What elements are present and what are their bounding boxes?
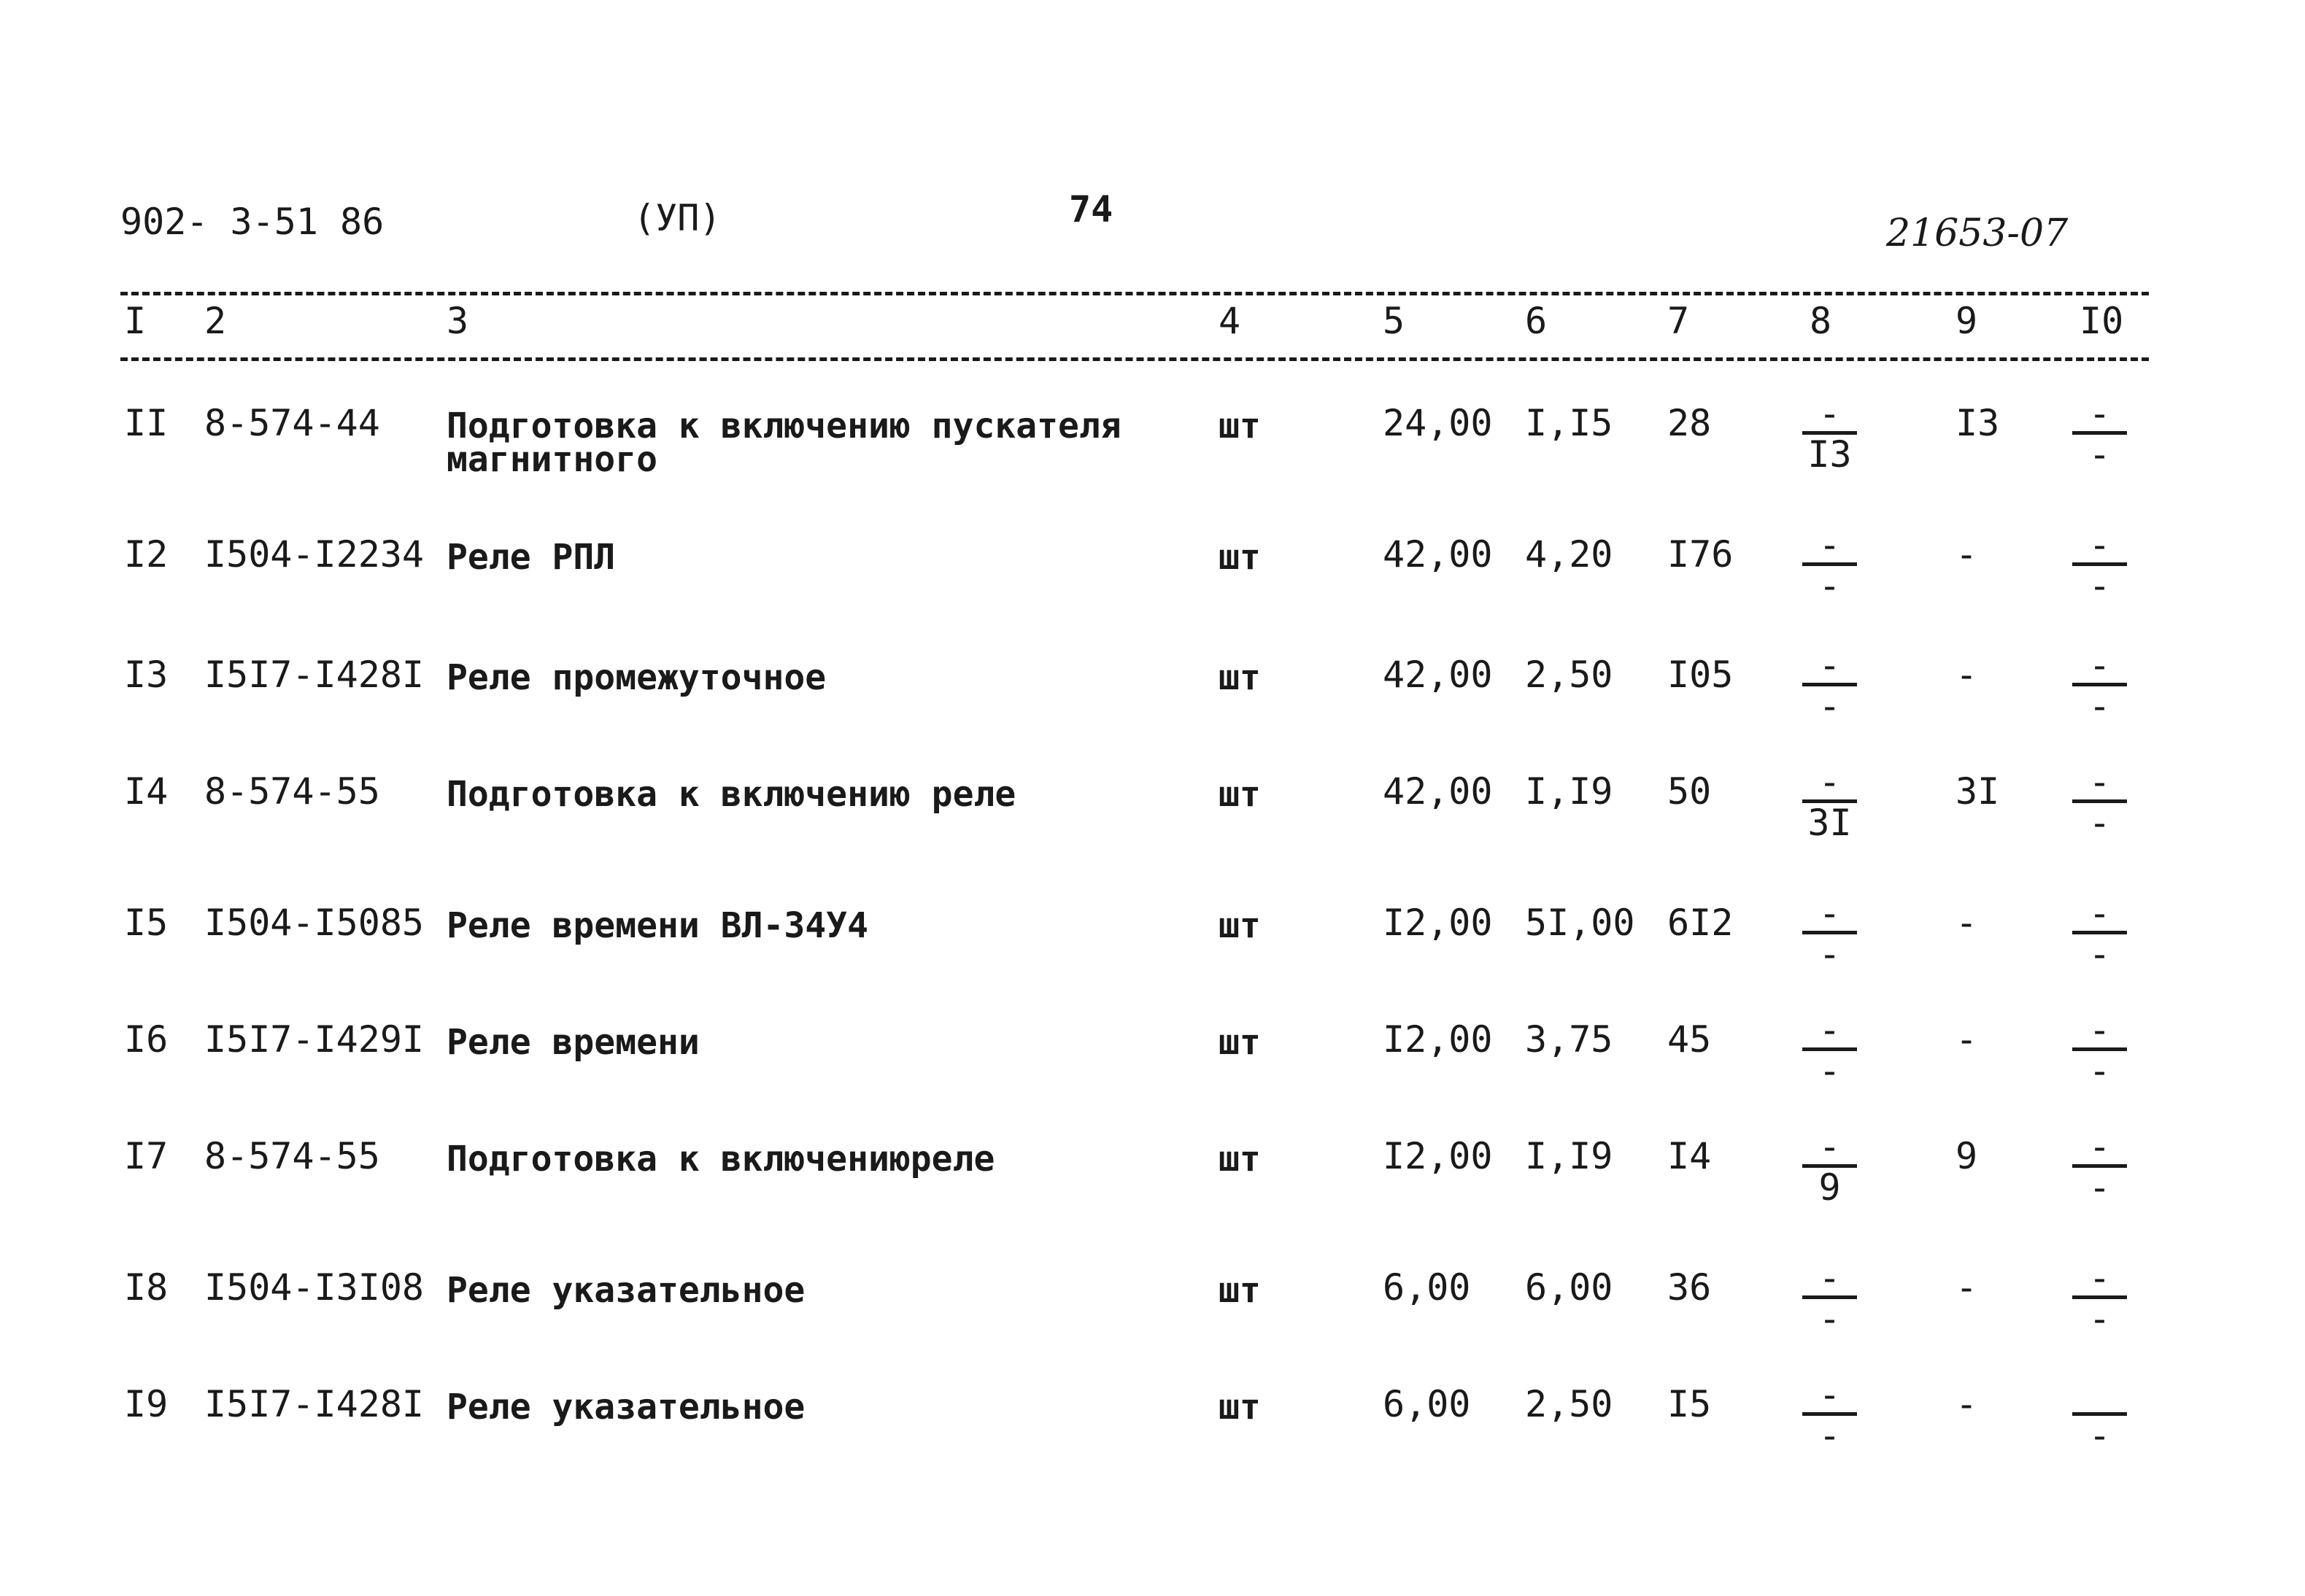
column-8-value	[1802, 1374, 1857, 1457]
column-10-value-bottom: -	[2088, 685, 2111, 727]
total: I5	[1667, 1383, 1712, 1425]
column-8-value	[1802, 524, 1857, 607]
unit-price: 2,50	[1525, 1383, 1613, 1425]
column-8-value-top: -	[1818, 1374, 1841, 1416]
column-10-value-bottom: -	[2088, 933, 2111, 975]
column-9-value: -	[1955, 902, 1978, 944]
column-10-value-bottom: -	[2088, 1298, 2111, 1340]
item-code: I5I7-I429I	[204, 1018, 425, 1061]
column-10-value-bottom: -	[2088, 1166, 2111, 1209]
column-10-value-bottom: -	[2088, 1050, 2111, 1092]
column-8-value-top: -	[1818, 1126, 1841, 1168]
unit-price: 5I,00	[1525, 902, 1635, 944]
quantity: 6,00	[1383, 1266, 1471, 1309]
row-number: I3	[124, 654, 169, 696]
column-8-value-bottom: -	[1818, 933, 1841, 975]
item-description: Подготовка к включению пускателя	[447, 406, 1121, 446]
column-8-value-bottom: 3I	[1807, 802, 1852, 844]
row-number: II	[124, 402, 169, 444]
item-code: 8-574-55	[204, 1135, 380, 1177]
column-10-value	[2072, 392, 2127, 476]
column-9-value: -	[1955, 1018, 1978, 1061]
column-header-4: 4	[1219, 300, 1241, 342]
unit-price: 2,50	[1525, 654, 1613, 696]
unit-price: 4,20	[1525, 533, 1613, 576]
column-8-value-bottom: 9	[1818, 1166, 1841, 1209]
column-10-value-bottom: -	[2088, 565, 2111, 607]
column-8-value	[1802, 761, 1857, 844]
row-number: I7	[124, 1135, 169, 1177]
item-description: магнитного	[447, 439, 657, 480]
unit-price: I,I9	[1525, 770, 1613, 813]
unit: шт	[1219, 537, 1261, 578]
quantity: I2,00	[1383, 1135, 1493, 1177]
handwritten-stamp: 21653-07	[1886, 212, 2069, 255]
item-description: Подготовка к включениюреле	[447, 1139, 995, 1179]
unit-price: 6,00	[1525, 1266, 1613, 1309]
unit-price: I,I5	[1525, 402, 1613, 444]
item-description: Реле времени ВЛ-34У4	[447, 905, 868, 946]
total: 28	[1667, 402, 1712, 444]
column-8-value-bottom: I3	[1807, 433, 1852, 476]
column-9-value: -	[1955, 1266, 1978, 1309]
item-description: Реле промежуточное	[447, 657, 827, 698]
row-number: I6	[124, 1018, 169, 1061]
item-code: 8-574-44	[204, 402, 380, 444]
column-8-value-top: -	[1818, 1257, 1841, 1299]
column-10-value	[2072, 644, 2127, 727]
section-label: (УП)	[633, 197, 722, 239]
column-10-value	[2072, 1126, 2127, 1209]
column-10-value-bottom: -	[2088, 433, 2111, 476]
column-10-value-top	[2072, 1379, 2127, 1411]
column-header-9: 9	[1955, 300, 1978, 342]
column-header-6: 6	[1525, 300, 1548, 342]
quantity: 42,00	[1383, 654, 1493, 696]
column-8-value-bottom: -	[1818, 685, 1841, 727]
column-8-value-top: -	[1818, 1009, 1841, 1051]
item-description: Реле указательное	[447, 1387, 806, 1428]
column-8-value-top: -	[1818, 524, 1841, 566]
unit: шт	[1219, 1387, 1261, 1428]
column-10-value-top: -	[2088, 1126, 2111, 1168]
total: I76	[1667, 533, 1734, 576]
column-8-value	[1802, 892, 1857, 975]
column-10-value	[2072, 1379, 2127, 1457]
column-10-value-top: -	[2088, 392, 2111, 435]
total: 36	[1667, 1266, 1712, 1309]
item-description: Реле указательное	[447, 1270, 806, 1311]
row-number: I8	[124, 1266, 169, 1309]
item-code: 8-574-55	[204, 770, 380, 813]
column-10-value-top: -	[2088, 644, 2111, 686]
total: 45	[1667, 1018, 1712, 1061]
row-number: I9	[124, 1383, 169, 1425]
column-10-value	[2072, 761, 2127, 844]
row-number: I2	[124, 533, 169, 576]
item-code: I504-I3I08	[204, 1266, 425, 1309]
item-code: I5I7-I428I	[204, 654, 425, 696]
unit: шт	[1219, 774, 1261, 815]
unit: шт	[1219, 905, 1261, 946]
unit-price: I,I9	[1525, 1135, 1613, 1177]
quantity: 42,00	[1383, 770, 1493, 813]
column-8-value	[1802, 1257, 1857, 1340]
column-header-7: 7	[1667, 300, 1690, 342]
row-number: I4	[124, 770, 169, 813]
row-number: I5	[124, 902, 169, 944]
column-8-value-top: -	[1818, 644, 1841, 686]
column-9-value: -	[1955, 1383, 1978, 1425]
column-8-value-top: -	[1818, 892, 1841, 934]
column-10-value	[2072, 892, 2127, 975]
column-10-value-bottom: -	[2088, 802, 2111, 844]
page-number: 74	[1069, 188, 1113, 231]
item-code: I504-I5085	[204, 902, 425, 944]
column-10-value	[2072, 1009, 2127, 1092]
column-10-value-top: -	[2088, 524, 2111, 566]
column-10-value-top: -	[2088, 1257, 2111, 1299]
unit: шт	[1219, 1139, 1261, 1179]
column-8-value	[1802, 644, 1857, 727]
column-10-value	[2072, 1257, 2127, 1340]
unit: шт	[1219, 657, 1261, 698]
column-header-5: 5	[1383, 300, 1405, 342]
unit: шт	[1219, 1022, 1261, 1063]
column-9-value: -	[1955, 654, 1978, 696]
column-header-2: 2	[204, 300, 227, 342]
column-9-value: 3I	[1955, 770, 2000, 813]
item-description: Реле времени	[447, 1022, 700, 1063]
column-9-value: -	[1955, 533, 1978, 576]
column-8-value	[1802, 392, 1857, 476]
column-8-value-bottom: -	[1818, 1298, 1841, 1340]
column-8-value-bottom: -	[1818, 1050, 1841, 1092]
column-10-value-bottom: -	[2088, 1414, 2111, 1457]
item-description: Подготовка к включению реле	[447, 774, 1016, 815]
unit: шт	[1219, 1270, 1261, 1311]
unit: шт	[1219, 406, 1261, 446]
column-8-value-bottom: -	[1818, 1414, 1841, 1457]
quantity: I2,00	[1383, 902, 1493, 944]
column-header-3: 3	[447, 300, 469, 342]
total: I4	[1667, 1135, 1712, 1177]
item-code: I5I7-I428I	[204, 1383, 425, 1425]
column-10-value-top: -	[2088, 761, 2111, 803]
column-header-8: 8	[1810, 300, 1832, 342]
column-8-value-bottom: -	[1818, 565, 1841, 607]
quantity: 6,00	[1383, 1383, 1471, 1425]
header-rule-bottom	[120, 357, 2149, 361]
column-8-value	[1802, 1126, 1857, 1209]
item-description: Реле РПЛ	[447, 537, 616, 578]
column-10-value-top: -	[2088, 1009, 2111, 1051]
column-8-value-top: -	[1818, 761, 1841, 803]
item-code: I504-I2234	[204, 533, 425, 576]
column-10-value-top: -	[2088, 892, 2111, 934]
total: 50	[1667, 770, 1712, 813]
unit-price: 3,75	[1525, 1018, 1613, 1061]
quantity: 42,00	[1383, 533, 1493, 576]
column-9-value: 9	[1955, 1135, 1978, 1177]
quantity: I2,00	[1383, 1018, 1493, 1061]
document-code: 902- 3-51 86	[120, 201, 385, 243]
column-header-1: I	[124, 300, 147, 342]
total: I05	[1667, 654, 1734, 696]
column-8-value-top: -	[1818, 392, 1841, 435]
column-10-value	[2072, 524, 2127, 607]
header-rule-top	[120, 292, 2149, 295]
column-9-value: I3	[1955, 402, 2000, 444]
total: 6I2	[1667, 902, 1734, 944]
quantity: 24,00	[1383, 402, 1493, 444]
column-8-value	[1802, 1009, 1857, 1092]
column-header-10: I0	[2080, 300, 2124, 342]
